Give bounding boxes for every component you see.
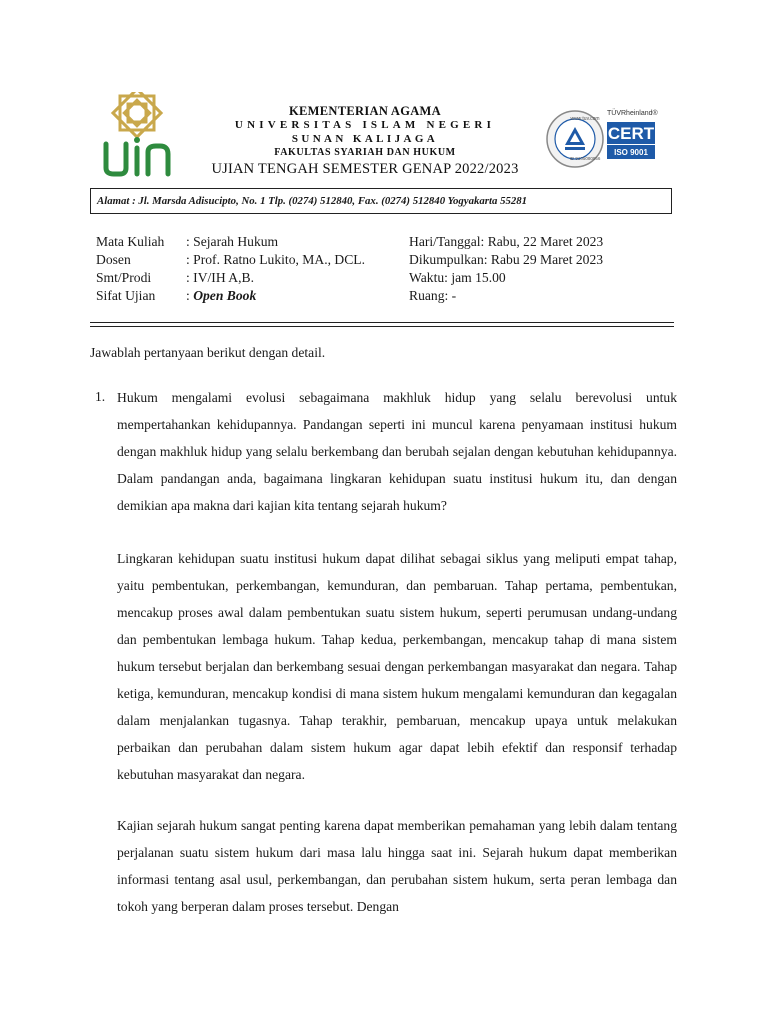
exam-time: Waktu: jam 15.00	[409, 270, 506, 285]
question-text: Hukum mengalami evolusi sebagaimana makhluk hidup yang selalu berevolusi untuk mempertahankan kehidupannya. Pandangan seperti ini muncul karena penyamaan institusi hukum dengan makhluk hidup yang selalu berkembang dan berubah sejalan dengan kebutuhan kehidupannya. Dalam pandangan anda, bagaimana lingkaran kehidupan suatu institusi hukum itu, dan dengan demikian apa makna dari kajian kita tentang sejarah hukum?	[117, 390, 677, 513]
university-subname: SUNAN KALIJAGA	[291, 133, 439, 145]
exam-room: Ruang: -	[409, 288, 457, 303]
instruction-text: Jawablah pertanyaan berikut dengan detail.	[90, 345, 326, 360]
course-label: Mata Kuliah	[96, 234, 165, 249]
answer-paragraph-1: Lingkaran kehidupan suatu institusi hukum dapat dilihat sebagai siklus yang meliputi empat tahap, yaitu pembentukan, perkembangan, kemunduran, dan pembaruan. Tahap pertama, pembentukan, mencakup proses awal dalam pembentukan suatu sistem hukum, seperti perumusan undang-undang dan pembentukan lembaga hukum. Tahap kedua, perkembangan, mencakup tahap di mana sistem hukum tersebut berjalan dan berkembang sesuai dengan perkembangan masyarakat dan negara. Tahap ketiga, kemunduran, mencakup kondisi di mana sistem hukum mengalami kemunduran dan kegagalan dalam menjalankan tugasnya. Tahap terakhir, pembaruan, mencakup upaya untuk melakukan perbaikan dan perubahan dalam sistem hukum agar dapat lebih efektif dan responsif terhadap kebutuhan masyarakat dan negara.	[117, 551, 677, 782]
exam-type-value: Open Book	[193, 288, 257, 303]
uin-logo-icon	[100, 92, 174, 178]
lecturer-value: : Prof. Ratno Lukito, MA., DCL.	[186, 252, 365, 267]
submission-date: Dikumpulkan: Rabu 29 Maret 2023	[409, 252, 604, 267]
info-row-semester	[96, 269, 365, 287]
schedule-info	[409, 233, 603, 305]
faculty-name: FAKULTAS SYARIAH DAN HUKUM	[274, 147, 456, 158]
letterhead	[190, 104, 540, 178]
course-info	[96, 233, 365, 305]
tuv-cert-word: CERT	[607, 124, 655, 143]
tuv-url-text: www.tuv.com	[570, 116, 600, 122]
tuv-brand-text: TÜVRheinland®	[607, 110, 658, 117]
info-row-exam-type	[96, 287, 365, 305]
ministry-name: KEMENTERIAN AGAMA	[289, 104, 441, 118]
tuv-iso-text: ISO 9001	[614, 148, 648, 157]
info-row-course	[96, 233, 365, 251]
exam-title: UJIAN TENGAH SEMESTER GENAP 2022/2023	[211, 161, 519, 177]
exam-type-label: Sifat Ujian	[96, 288, 156, 303]
answer-paragraph-2: Kajian sejarah hukum sangat penting karena dapat memberikan pemahaman yang lebih dalam tentang perjalanan suatu sistem hukum dari masa lalu hingga saat ini. Sejarah hukum dapat memberikan informasi tentang asal usul, perkembangan, dan perubahan sistem hukum, serta peran lembaga dan tokoh yang berperan dalam proses tersebut. Dengan	[117, 818, 677, 914]
address-box: Alamat : Jl. Marsda Adisucipto, No. 1 Tlp. (0274) 512840, Fax. (0274) 512840 Yogyakarta 55281	[90, 188, 672, 214]
course-value: : Sejarah Hukum	[186, 234, 279, 249]
question-number: 1.	[95, 389, 106, 404]
semester-value: : IV/IH A,B.	[186, 270, 254, 285]
exam-type-prefix: :	[186, 288, 194, 303]
semester-label: Smt/Prodi	[96, 270, 152, 285]
tuv-id-text: ID 9105080956	[569, 156, 601, 161]
lecturer-label: Dosen	[96, 252, 131, 267]
header-divider	[90, 322, 674, 327]
info-row-lecturer	[96, 251, 365, 269]
university-name: UNIVERSITAS ISLAM NEGERI	[234, 119, 496, 131]
exam-date: Hari/Tanggal: Rabu, 22 Maret 2023	[409, 234, 604, 249]
